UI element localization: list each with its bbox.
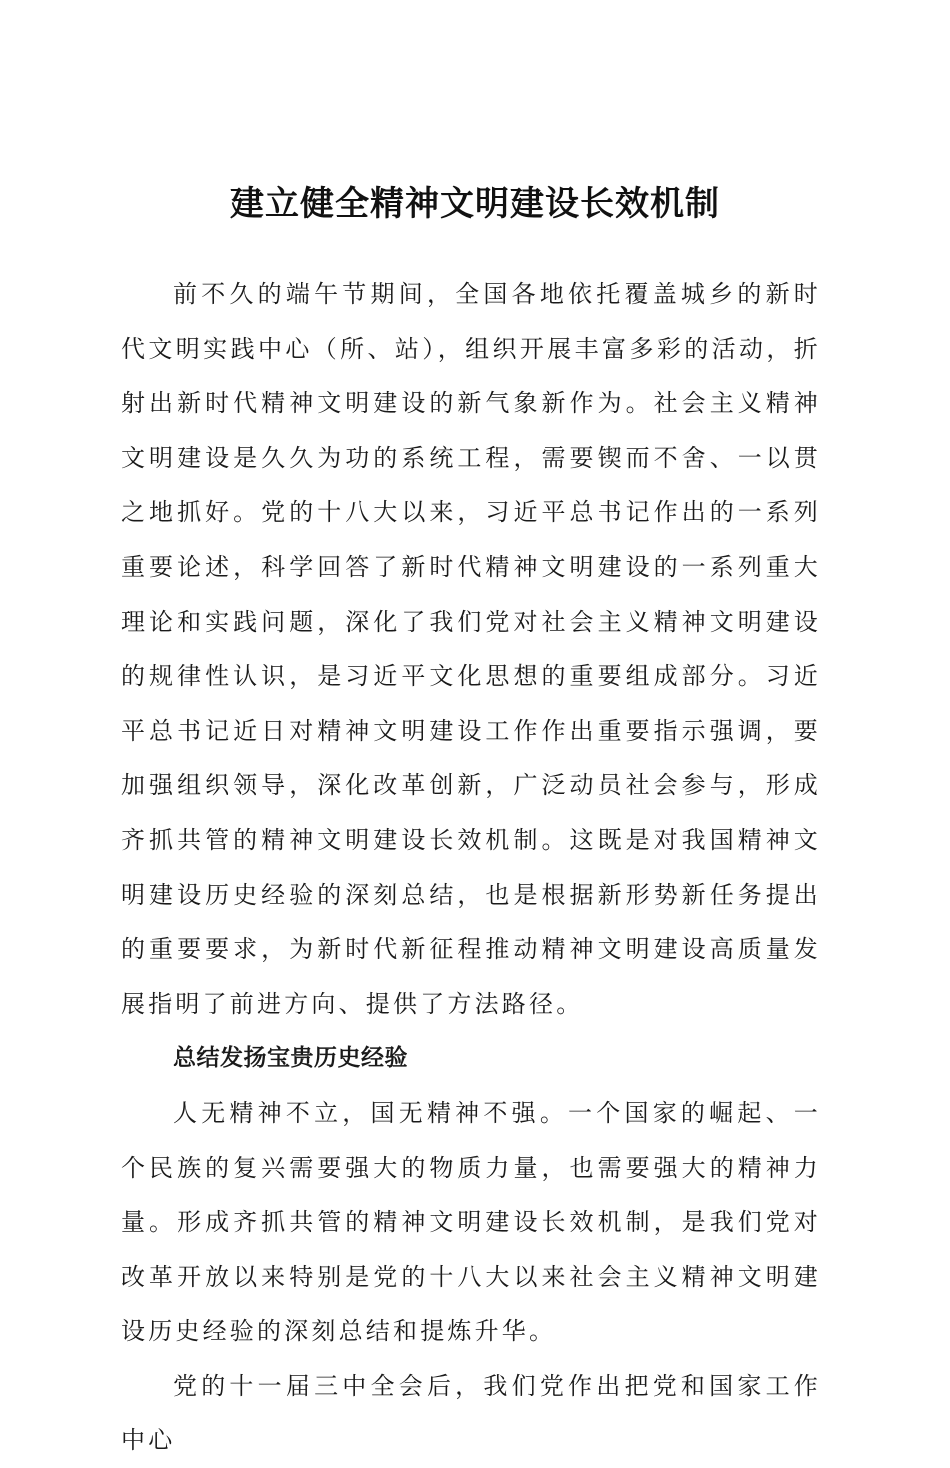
paragraph-history: 党的十一届三中全会后，我们党作出把党和国家工作中心 [121, 1371, 821, 1455]
document-body [121, 267, 821, 1468]
section-subheading: 总结发扬宝贵历史经验 [173, 1045, 408, 1072]
document-title: 建立健全精神文明建设长效机制 [230, 184, 720, 224]
paragraph-spirit: 人无精神不立，国无精神不强。一个国家的崛起、一个民族的复兴需要强大的物质力量，也需要强大的精神力量。形成齐抓共管的精神文明建设长效机制，是我们党对改革开放以来特别是党的十八大以来社会主义精神文明建设历史经验的深刻总结和提炼升华。 [121, 1098, 821, 1346]
paragraph-intro: 前不久的端午节期间，全国各地依托覆盖城乡的新时代文明实践中心（所、站），组织开展丰富多彩的活动，折射出新时代精神文明建设的新气象新作为。社会主义精神文明建设是久久为功的系统工程，需要锲而不舍、一以贯之地抓好。党的十八大以来，习近平总书记作出的一系列重要论述，科学回答了新时代精神文明建设的一系列重大理论和实践问题，深化了我们党对社会主义精神文明建设的规律性认识，是习近平文化思想的重要组成部分。习近平总书记近日对精神文明建设工作作出重要指示强调，要加强组织领导，深化改革创新，广泛动员社会参与，形成齐抓共管的精神文明建设长效机制。这既是对我国精神文明建设历史经验的深刻总结，也是根据新形势新任务提出的重要要求，为新时代新征程推动精神文明建设高质量发展指明了前进方向、提供了方法路径。 [121, 280, 821, 1018]
